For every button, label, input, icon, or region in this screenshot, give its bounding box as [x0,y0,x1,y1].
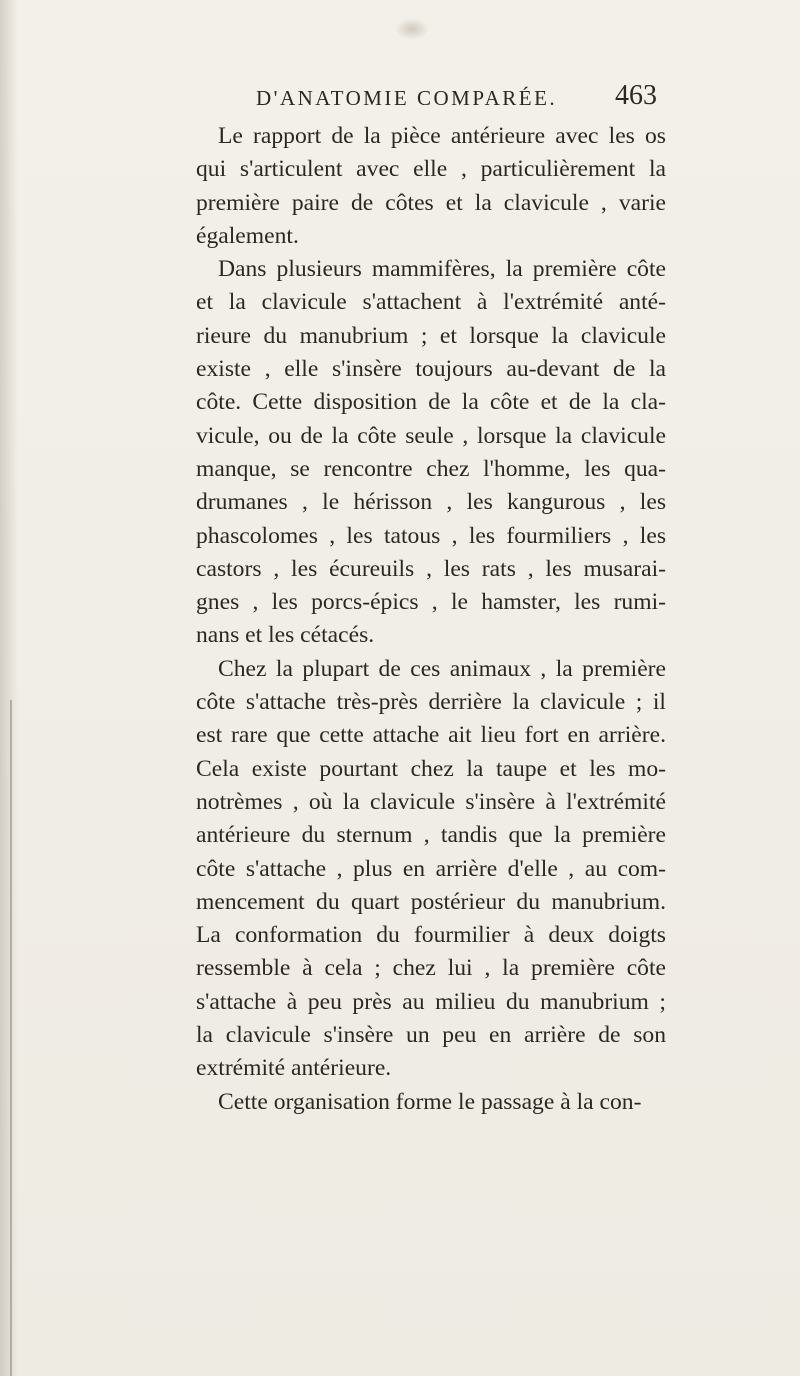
text-line: Cela existe pourtant chez la taupe et les mo- [196,755,666,782]
text-line: côte s'attache très-près derrière la clavicule ; il [196,689,666,716]
running-title: D'ANATOMIE COMPARÉE. [256,86,558,110]
text-line: castors , les écureuils , les rats , les musarai- [196,555,666,582]
text-line: vicule, ou de la côte seule , lorsque la clavicule [196,422,666,449]
text-line: antérieure du sternum , tandis que la première [196,822,666,849]
text-line: ressemble à cela ; chez lui , la première côte [196,955,666,982]
body-text [196,120,666,1119]
text-line: Chez la plupart de ces animaux , la première [218,655,666,682]
text-line: existe , elle s'insère toujours au-devant de la [196,356,666,383]
text-line: extrémité antérieure. [196,1055,392,1082]
text-line: rieure du manubrium ; et lorsque la clavicule [196,322,666,349]
text-line: phascolomes , les tatous , les fourmiliers , les [196,522,666,549]
text-line: mencement du quart postérieur du manubrium. [196,888,666,915]
text-line: première paire de côtes et la clavicule , varie [196,189,666,216]
page-header [0,80,800,120]
text-line: côte s'attache , plus en arrière d'elle , au com- [196,855,666,882]
text-line: est rare que cette attache ait lieu fort en arrière. [196,722,666,749]
text-line: gnes , les porcs-épics , le hamster, les rumi- [196,589,666,616]
text-line: Dans plusieurs mammifères, la première côte [218,256,666,283]
text-line: La conformation du fourmilier à deux doigts [196,922,666,949]
ink-smudge [395,18,429,40]
text-line: manque, se rencontre chez l'homme, les qua- [196,455,666,482]
text-line: côte. Cette disposition de la côte et de la cla- [196,389,666,416]
text-line: et la clavicule s'attachent à l'extrémité anté- [196,289,666,316]
text-line: drumanes , le hérisson , les kangurous , les [196,489,666,516]
page-edge-line [10,700,12,1376]
text-line: Cette organisation forme le passage à la con- [218,1088,642,1115]
page-number: 463 [615,80,657,111]
text-line: la clavicule s'insère un peu en arrière de son [196,1022,666,1049]
text-line: également. [196,222,299,249]
text-line: qui s'articulent avec elle , particulièrement la [196,156,666,183]
text-line: Le rapport de la pièce antérieure avec les os [218,123,666,149]
spine-shadow [0,0,18,1376]
text-line: s'attache à peu près au milieu du manubrium ; [196,988,666,1015]
text-line: nans et les cétacés. [196,622,375,649]
text-line: notrèmes , où la clavicule s'insère à l'extrémité [196,788,666,815]
